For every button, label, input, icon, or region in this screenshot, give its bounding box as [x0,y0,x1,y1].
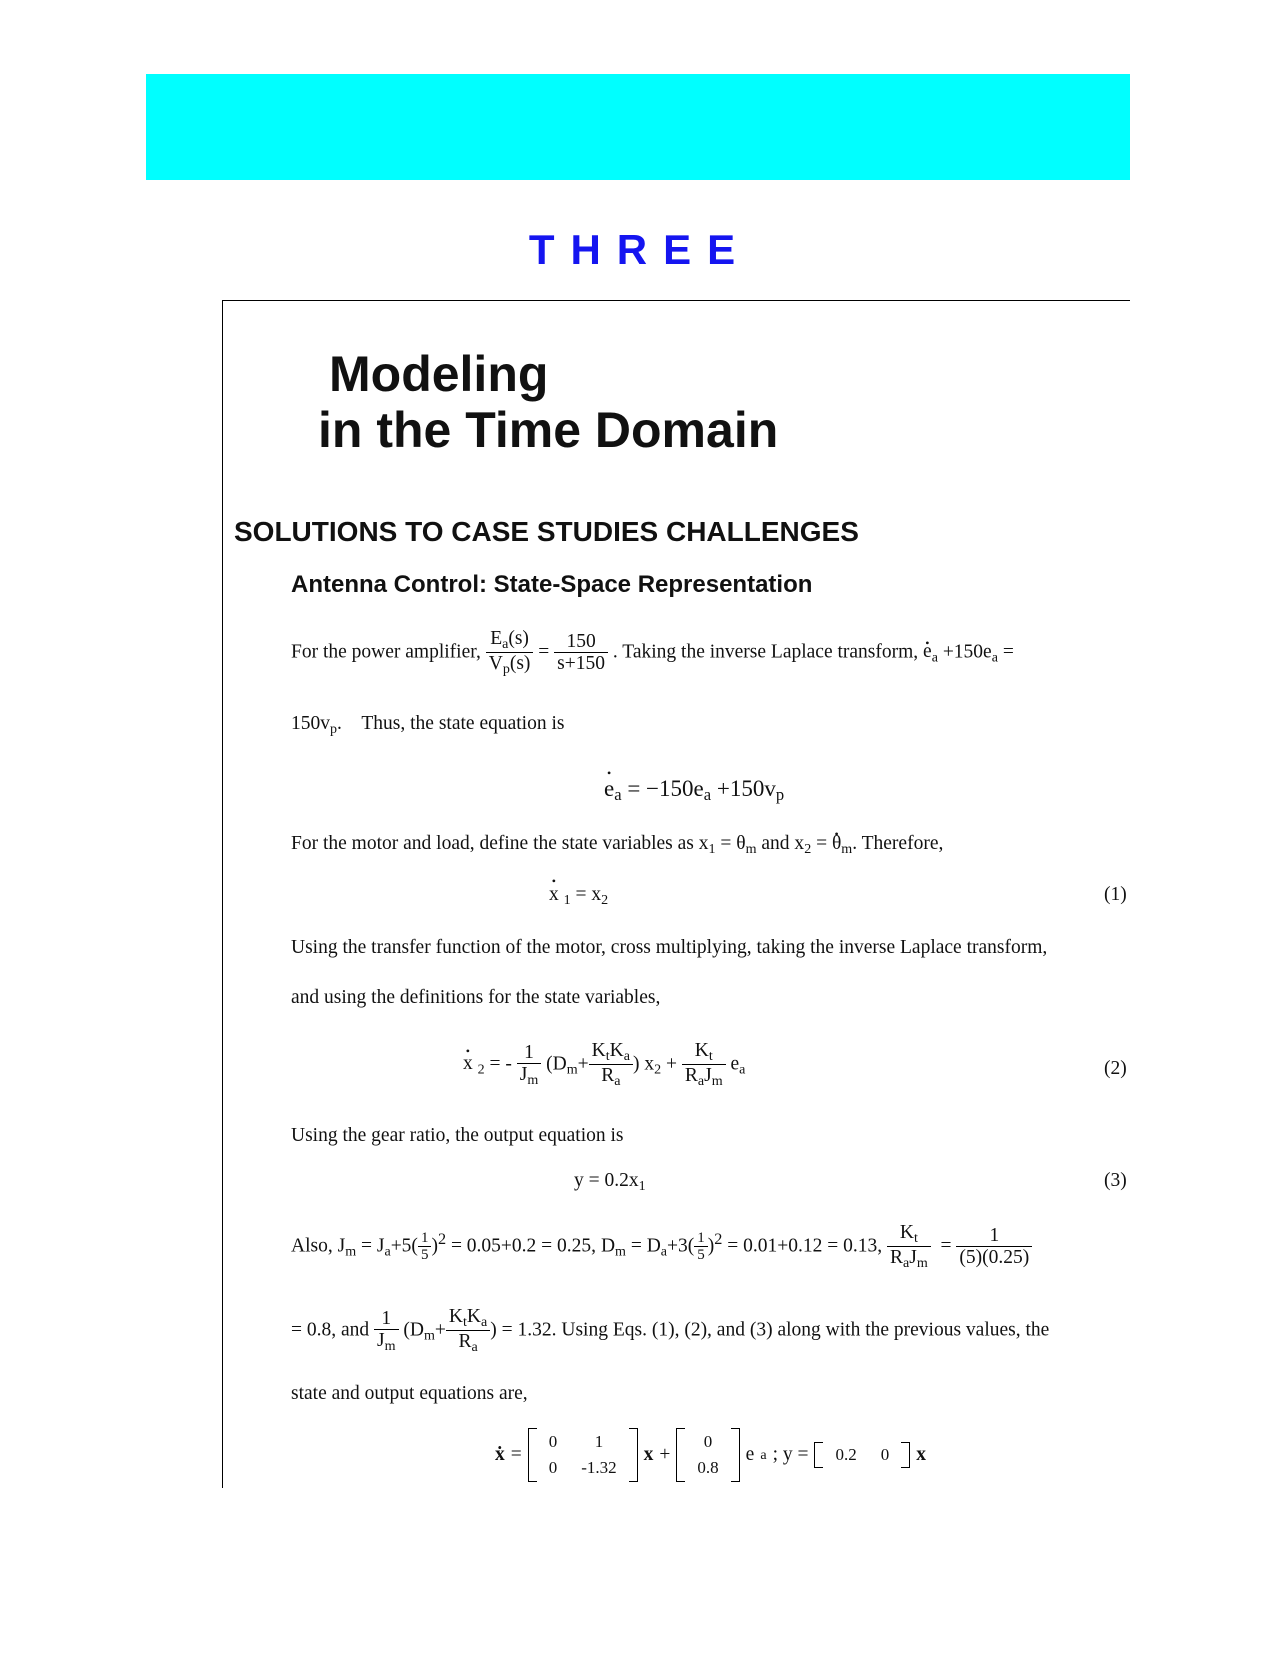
chapter-label: THREE [528,226,752,273]
paragraph-transfer-line1: Using the transfer function of the motor, cross multiplying, taking the inverse Laplace transform, [291,937,1048,958]
title-rule-horizontal [222,300,1130,301]
paragraph-motor-load: For the motor and load, define the state variables as $x_1 = \theta_m$ and $x_2$ = • $\theta_m$. Therefore, [291,832,943,861]
paragraph-gear-ratio: Using the gear ratio, the output equation is [291,1125,624,1146]
paragraph-values-cont: = 0.8, and $\frac{1}{J_m}$ ($D_m+$ $\frac{K_tK_a}{R_a}$ ) = 1.32. Using Eqs. (1), (2), and (3) along with the previous values, the [291,1306,1050,1356]
paragraph-transfer-line2: and using the definitions for the state variables, [291,987,661,1008]
chapter-title-line2: in the Time Domain [318,402,779,458]
b-matrix: 0 0.8 [676,1428,739,1482]
equation-3-number: (3) [1104,1170,1127,1191]
state-equation-amplifier: • $e_a = -150e_a +150v_p$ [604,776,784,805]
state-output-matrix-equation: ẋ = 0 1 0 -1.32 x + 0 0.8 e a ; y = 0.2 0 x [495,1428,926,1482]
equation-2: • x $_2$ = - $\frac{1}{J_m}$ ($D_m+$ $\frac{K_tK_a}{R_a}$ ) $x_2$ + $\frac{K_t}{R_aJ_m}$ $e_a$ [463,1040,745,1090]
section-title: SOLUTIONS TO CASE STUDIES CHALLENGES [234,516,859,547]
a-matrix: 0 1 0 -1.32 [528,1428,638,1482]
c-matrix: 0.2 0 [814,1442,910,1468]
chapter-banner [146,74,1130,180]
equation-1-number: (1) [1104,884,1127,905]
chapter-title-line1: Modeling [329,346,549,402]
title-rule-vertical [222,300,223,1488]
equation-1: • x $_1 = x_2$ [549,884,608,909]
amp-transfer-function: $\frac{150}{s+150}$ [554,631,608,675]
paragraph-values: Also, $J_m = J_a+5$( $\frac{1}{5}$ )$^2$ = 0.05+0.2 = 0.25, $D_m = D_a+3$( $\frac{1}{5}$ )$^2$ = 0.01+0.12 = 0.13, $\frac{K_t}{R_aJ_m}$ = $\frac{1}{(5)(0.25)}$ [291,1222,1032,1272]
paragraph-power-amplifier: For the power amplifier, $\frac{E_a(s)}{V_p(s)}$ = $\frac{150}{s+150}$ . Taking the inverse Laplace transform, • $e_a +150e_a$ = [291,628,1014,678]
equation-3: $y = 0.2x_1$ [574,1170,646,1194]
subsection-title: Antenna Control: State-Space Representation [291,571,813,598]
equation-2-number: (2) [1104,1058,1127,1079]
paragraph-power-amplifier-cont: $150v_p$. Thus, the state equation is [291,713,565,737]
paragraph-state-output: state and output equations are, [291,1383,528,1404]
amp-transfer-ratio: $\frac{E_a(s)}{V_p(s)}$ [486,628,534,678]
